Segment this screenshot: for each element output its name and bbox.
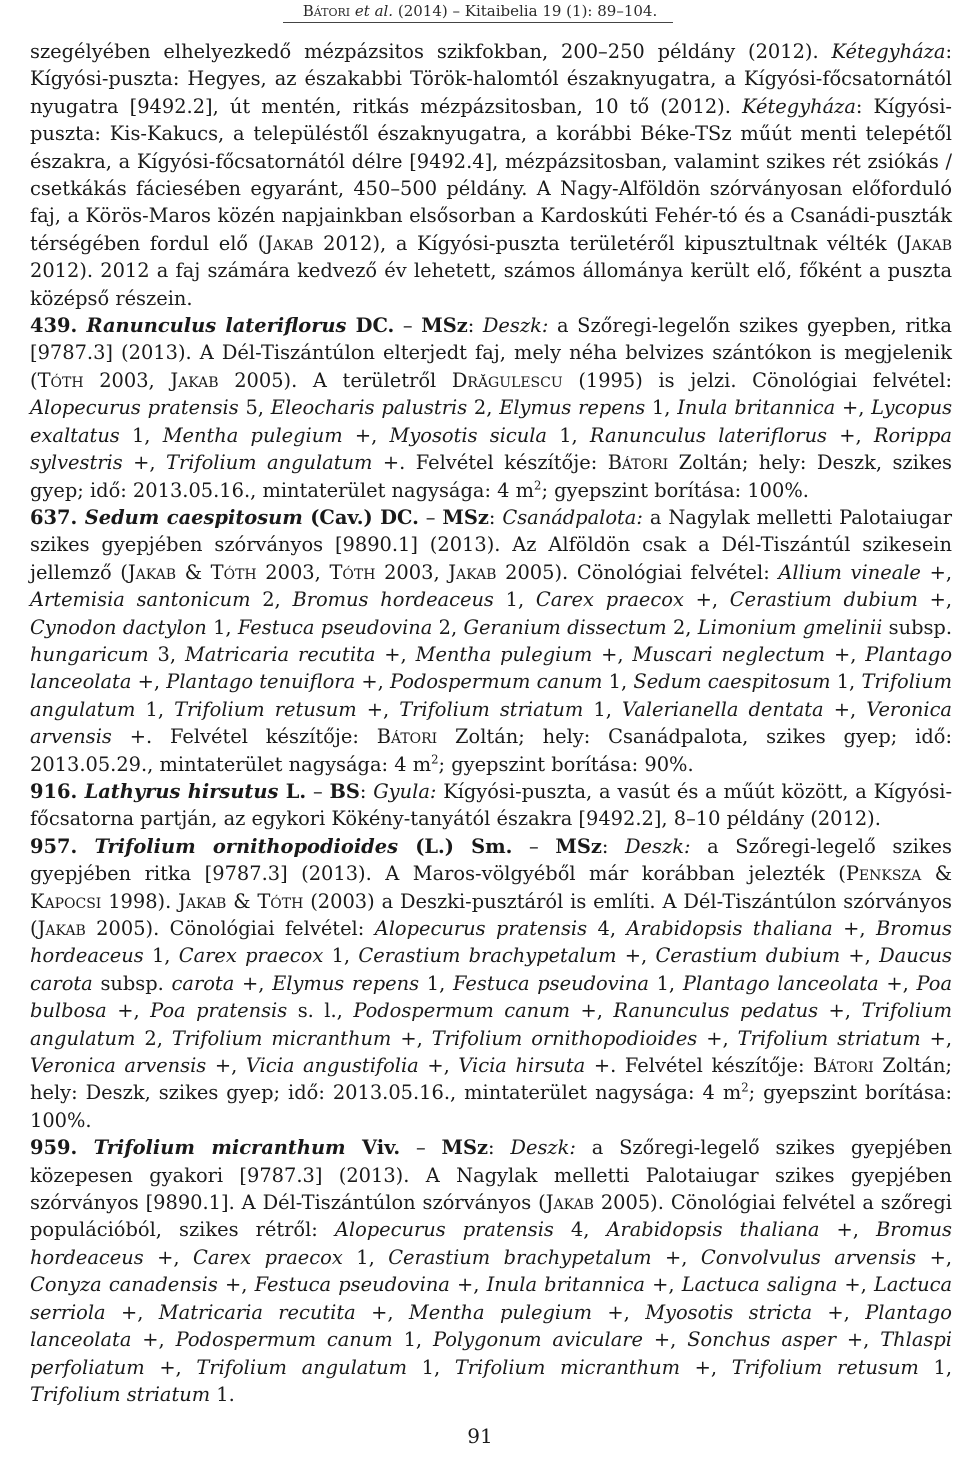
- text-segment: MSz: [442, 505, 489, 529]
- article-body: [30, 38, 952, 1408]
- text-segment: +,: [356, 697, 400, 721]
- text-segment: Veronica arvensis: [30, 697, 952, 749]
- text-segment: Lactuca saligna: [681, 1273, 838, 1297]
- text-segment: +,: [122, 451, 167, 475]
- text-segment: +,: [342, 423, 390, 447]
- text-segment: +,: [920, 1026, 953, 1050]
- text-segment: Ranunculus pedatus: [613, 999, 819, 1023]
- text-segment: 1,: [547, 423, 590, 447]
- text-segment: Myosotis stricta: [645, 1300, 813, 1324]
- text-segment: 2005). Cönológiai felvétel:: [496, 560, 779, 584]
- text-segment: 1,: [143, 944, 179, 968]
- text-segment: +,: [592, 1300, 646, 1324]
- page-number: 91: [467, 1424, 493, 1448]
- text-segment: –: [306, 779, 330, 803]
- text-segment: Alopecurus pratensis: [334, 1218, 554, 1242]
- text-segment: +,: [837, 1273, 874, 1297]
- text-segment: +,: [105, 1300, 159, 1324]
- text-segment: Gyula:: [373, 779, 437, 803]
- text-segment: Tóth: [257, 889, 304, 913]
- text-segment: Matricaria recutita: [158, 1300, 356, 1324]
- text-segment: szegélyében elhelyezkedő mézpázsitos szikfokban, 200–250 példány (2012).: [30, 40, 832, 63]
- text-segment: Convolvulus arvensis: [700, 1245, 917, 1269]
- text-segment: Veronica arvensis: [30, 1054, 207, 1078]
- text-segment: ; gyepszint borítása: 90%.: [438, 752, 694, 776]
- text-segment: Inula britannica: [486, 1273, 645, 1297]
- text-segment: +,: [234, 971, 273, 995]
- text-segment: &: [226, 889, 258, 913]
- text-segment: +,: [643, 1328, 688, 1352]
- text-segment: Jakab: [545, 1191, 594, 1215]
- text-segment: +,: [592, 642, 633, 666]
- text-segment: a Szőregi-legelőn szikes gyepben, ritka [9787.3] (2013). A Dél-Tiszántúlon elterjedt faj, mely néha belvizes szántókon is megjelenik (: [30, 314, 952, 392]
- text-segment: Trifolium angulatum: [166, 451, 373, 475]
- text-segment: +,: [645, 1273, 682, 1297]
- text-segment: Mentha pulegium: [408, 1300, 593, 1324]
- text-segment: +,: [206, 1054, 246, 1078]
- text-segment: Carex praecox: [193, 1245, 343, 1269]
- text-segment: 1,: [645, 396, 678, 420]
- text-segment: Mentha pulegium: [415, 642, 593, 666]
- text-segment: +,: [391, 1026, 432, 1050]
- text-segment: Trifolium ornithopodioides: [431, 1026, 698, 1050]
- text-segment: 1.: [210, 1382, 235, 1406]
- text-segment: +,: [832, 917, 876, 940]
- text-segment: +,: [697, 1026, 738, 1050]
- text-segment: 1,: [323, 944, 359, 968]
- text-segment: +,: [217, 1273, 255, 1297]
- text-segment: Trifolium striatum: [399, 697, 584, 721]
- text-segment: Tóth: [329, 560, 376, 584]
- text-segment: Zoltán; hely: Deszk, szikes gyep; idő: 2013.05.16., mintaterület nagysága: 4 m: [30, 1054, 952, 1105]
- text-segment: Conyza canadensis: [30, 1273, 218, 1297]
- text-segment: (2003) a Deszki-pusztáról is említi. A Dél-Tiszántúlon szórványos (: [30, 889, 953, 940]
- text-segment: Lactuca serriola: [30, 1273, 952, 1324]
- text-segment: Arabidopsis thaliana: [606, 1218, 820, 1242]
- text-segment: &: [176, 560, 211, 584]
- text-segment: Jakab: [265, 231, 314, 255]
- text-segment: Kapocsi: [30, 889, 102, 913]
- text-segment: Zoltán; hely: Deszk, szikes gyep; idő: 2013.05.16., mintaterület nagysága: 4 m: [30, 451, 953, 502]
- text-segment: Podospermum canum: [353, 999, 570, 1023]
- text-segment: a Szőregi-legelő szikes gyepjében közepesen gyakori [9787.3] (2013). A Nagylak melletti Palotaiugar szikes gyepjében szórványos [9890.1]. A Dél-Tiszántúlon szórványos (: [30, 1136, 953, 1215]
- text-segment: 4,: [553, 1218, 607, 1242]
- paragraph-p916: [30, 778, 952, 833]
- text-segment: s. l.,: [287, 999, 354, 1023]
- text-segment: 2003,: [83, 368, 171, 392]
- text-segment: Bátori: [376, 725, 438, 749]
- text-segment: &: [921, 862, 952, 886]
- text-segment: +,: [131, 1328, 176, 1352]
- text-segment: Podospermum canum: [390, 670, 603, 694]
- text-segment: –: [394, 314, 422, 338]
- text-segment: 2012), a Kígyósi-puszta területéről kipusztultnak vélték (: [313, 231, 904, 255]
- text-segment: 1,: [407, 1355, 455, 1379]
- text-segment: –: [512, 834, 556, 858]
- text-segment: Rorippa sylvestris: [30, 423, 952, 475]
- text-segment: Lathyrus hirsutus: [84, 779, 279, 803]
- text-segment: (1995) is jelzi. Cönológiai felvétel:: [562, 368, 953, 392]
- text-segment: subsp.: [92, 971, 172, 995]
- text-segment: 1,: [419, 971, 454, 995]
- text-segment: Cerastium brachypetalum: [358, 944, 617, 968]
- text-segment: Trifolium angulatum: [196, 1355, 407, 1379]
- text-segment: Inula britannica: [677, 396, 836, 420]
- text-segment: Poa pratensis: [150, 999, 288, 1023]
- text-segment: (Cav.) DC.: [302, 505, 419, 529]
- text-segment: Deszk:: [625, 834, 691, 858]
- text-segment: Plantago lanceolata: [30, 642, 952, 694]
- text-segment: 916.: [30, 779, 85, 803]
- text-segment: DC.: [346, 314, 395, 338]
- running-header: [0, 2, 960, 20]
- text-segment: 2003,: [256, 560, 330, 584]
- text-segment: Bromus hordeaceus: [292, 588, 494, 612]
- text-segment: Festuca pseudovina: [237, 615, 433, 639]
- text-segment: +,: [825, 642, 866, 666]
- text-segment: Bátori: [607, 451, 669, 475]
- text-segment: MSz: [421, 314, 468, 338]
- text-segment: +,: [143, 1245, 194, 1269]
- text-segment: 1,: [583, 697, 622, 721]
- text-segment: Kígyósi-puszta, a vasút és a műút között, a Kígyósi-főcsatorna partján, az egykori Kökény-tanyától északra [9492.2], 8–10 példány (2012).: [30, 779, 953, 831]
- text-segment: –: [418, 505, 443, 529]
- text-segment: 1,: [392, 1328, 433, 1352]
- text-segment: a Szőregi-legelő szikes gyepjében ritka [9787.3] (2013). A Maros-völgyéből már korábban jelezték (: [30, 834, 952, 886]
- text-segment: +,: [144, 1355, 197, 1379]
- text-segment: 2005). A területről: [218, 368, 452, 392]
- text-segment: Drăgulescu: [451, 368, 563, 392]
- text-segment: +,: [917, 588, 953, 612]
- text-segment: Poa bulbosa: [30, 971, 953, 1023]
- text-segment: Daucus carota: [30, 944, 952, 995]
- text-segment: Alopecurus pratensis: [30, 396, 239, 420]
- text-segment: Vicia angustifolia: [245, 1054, 419, 1078]
- text-segment: 637.: [30, 505, 85, 529]
- text-segment: 5,: [238, 396, 271, 420]
- text-segment: +,: [818, 999, 862, 1023]
- text-segment: Sonchus asper: [687, 1328, 837, 1352]
- text-segment: –: [400, 1136, 442, 1160]
- text-segment: Penksza: [845, 862, 922, 886]
- text-segment: :: [601, 834, 625, 858]
- text-segment: L.: [278, 779, 307, 803]
- text-segment: Allium vineale: [778, 560, 921, 584]
- text-segment: 2003,: [375, 560, 449, 584]
- text-segment: +. Felvétel készítője:: [111, 725, 377, 749]
- text-segment: Trifolium micranthum: [171, 1026, 392, 1050]
- text-segment: +,: [570, 999, 614, 1023]
- text-segment: 1,: [206, 615, 238, 639]
- text-segment: Geranium dissectum: [463, 615, 667, 639]
- text-segment: 2,: [432, 615, 464, 639]
- text-segment: +,: [355, 1300, 409, 1324]
- text-segment: +,: [827, 423, 874, 447]
- text-segment: Artemisia santonicum: [30, 588, 251, 612]
- text-segment: Ranunculus lateriflorus: [589, 423, 828, 447]
- text-segment: Matricaria recutita: [184, 642, 376, 666]
- text-segment: Alopecurus pratensis: [374, 917, 588, 940]
- text-segment: Myosotis sicula: [389, 423, 547, 447]
- text-segment: +,: [680, 1355, 732, 1379]
- text-segment: 2005). Cönológiai felvétel:: [85, 917, 375, 940]
- text-segment: 1,: [135, 697, 175, 721]
- header-etal: et al.: [350, 2, 394, 20]
- text-segment: 1,: [342, 1245, 389, 1269]
- text-segment: Plantago lanceolata: [30, 1300, 952, 1352]
- text-segment: Bátori: [813, 1054, 874, 1078]
- text-segment: 959.: [30, 1136, 94, 1160]
- text-segment: Ranunculus lateriflorus: [86, 314, 347, 338]
- text-segment: Thlaspi perfoliatum: [30, 1328, 952, 1379]
- text-segment: Plantago lanceolata: [682, 971, 879, 995]
- text-segment: 4,: [587, 917, 627, 940]
- text-segment: Jakab: [178, 889, 227, 913]
- text-segment: 1,: [602, 670, 634, 694]
- text-segment: 3,: [148, 642, 185, 666]
- text-segment: 2,: [467, 396, 500, 420]
- text-segment: +,: [651, 1245, 701, 1269]
- text-segment: Trifolium retusum: [731, 1355, 919, 1379]
- text-segment: +,: [916, 1245, 953, 1269]
- text-segment: Csanádpalota:: [502, 505, 643, 529]
- text-segment: 1998).: [101, 889, 179, 913]
- text-segment: 1,: [830, 670, 862, 694]
- text-segment: carota: [171, 971, 235, 995]
- text-segment: Trifolium striatum: [737, 1026, 921, 1050]
- text-segment: Carex praecox: [178, 944, 324, 968]
- text-segment: Kétegyháza: [831, 40, 946, 63]
- text-segment: :: [488, 1136, 511, 1160]
- text-segment: +,: [812, 1300, 866, 1324]
- text-segment: :: [488, 505, 503, 529]
- text-segment: 2,: [666, 615, 698, 639]
- text-segment: Trifolium angulatum: [30, 999, 953, 1050]
- text-segment: Deszk:: [482, 314, 549, 338]
- text-segment: Bromus hordeaceus: [30, 917, 952, 968]
- text-segment: Jakab: [127, 560, 177, 584]
- text-segment: Viv.: [345, 1136, 401, 1160]
- text-segment: Tóth: [210, 560, 257, 584]
- text-segment: Trifolium ornithopodioides: [94, 834, 398, 858]
- text-segment: Carex praecox: [535, 588, 684, 612]
- text-segment: subsp.: [882, 615, 953, 639]
- text-segment: 439.: [30, 314, 87, 338]
- text-segment: +,: [131, 670, 167, 694]
- text-segment: Muscari neglectum: [632, 642, 826, 666]
- text-segment: +,: [616, 944, 656, 968]
- text-segment: Tóth: [37, 368, 84, 392]
- text-segment: Vicia hirsuta: [458, 1054, 586, 1078]
- text-segment: Trifolium angulatum: [30, 670, 952, 721]
- text-segment: Arabidopsis thaliana: [626, 917, 833, 940]
- text-segment: 2: [431, 752, 439, 767]
- text-segment: Polygonum aviculare: [432, 1328, 643, 1352]
- text-segment: 2,: [250, 588, 293, 612]
- text-segment: +,: [449, 1273, 487, 1297]
- text-segment: Podospermum canum: [175, 1328, 393, 1352]
- text-segment: +. Felvétel készítője:: [585, 1054, 814, 1078]
- text-segment: Zoltán; hely: Csanádpalota, szikes gyep; idő: 2013.05.29., mintaterület nagysága: 4 m: [30, 725, 952, 776]
- paragraph-p637: [30, 504, 952, 778]
- paragraph-p439: [30, 312, 952, 504]
- text-segment: Festuca pseudovina: [254, 1273, 450, 1297]
- text-segment: +,: [375, 642, 416, 666]
- text-segment: Sedum caespitosum: [84, 505, 303, 529]
- text-segment: 2012). 2012 a faj számára kedvező év lehetett, számos állománya került elő, főként a puszta középső részein.: [30, 259, 952, 310]
- paragraph-p959: [30, 1134, 952, 1408]
- text-segment: Plantago tenuiflora: [166, 670, 356, 694]
- text-segment: +,: [840, 944, 880, 968]
- text-segment: +. Felvétel készítője:: [372, 451, 608, 475]
- text-segment: Trifolium retusum: [174, 697, 357, 721]
- header-rule: [283, 22, 673, 23]
- paragraph-p957: [30, 833, 952, 1134]
- text-segment: Festuca pseudovina: [453, 971, 649, 995]
- text-segment: 1,: [648, 971, 683, 995]
- text-segment: Elymus repens: [272, 971, 420, 995]
- paragraph-intro: [30, 38, 952, 312]
- text-segment: (L.) Sm.: [398, 834, 513, 858]
- text-segment: +,: [835, 396, 872, 420]
- text-segment: Trifolium micranthum: [93, 1136, 346, 1160]
- text-segment: Trifolium micranthum: [454, 1355, 680, 1379]
- text-segment: 1,: [119, 423, 163, 447]
- text-segment: Mentha pulegium: [162, 423, 343, 447]
- text-segment: Bromus hordeaceus: [30, 1218, 952, 1269]
- text-segment: 1,: [493, 588, 536, 612]
- text-segment: Eleocharis palustris: [270, 396, 468, 420]
- text-segment: Elymus repens: [499, 396, 646, 420]
- text-segment: Deszk:: [510, 1136, 576, 1160]
- text-segment: 2: [534, 478, 542, 493]
- text-segment: +,: [836, 1328, 881, 1352]
- text-segment: Cerastium dubium: [729, 588, 918, 612]
- text-segment: ; gyepszint borítása: 100%.: [30, 1081, 952, 1132]
- text-segment: 2,: [135, 1026, 172, 1050]
- text-segment: MSz: [441, 1136, 489, 1160]
- text-segment: a Nagylak melletti Palotaiugar szikes gyepjében szórványos [9890.1] (2013). Az Alföldön csak a Dél-Tiszántúl szikesein jellemző (: [30, 505, 952, 584]
- text-segment: +,: [823, 697, 867, 721]
- text-segment: : Kígyósi-puszta: Kis-Kakucs, a településtől északnyugatra, a korábbi Béke-TSz műút menti telepétől északra, a Kígyósi-főcsatornától délre [9492.4], mézpázsitosban, valamint szikes rét zsiókás / csetkákás fáciesében egyaránt, 450–500 példány. A Nagy-Alföldön szórványosan előforduló faj, a Körös-Maros közén napjainkban elsősorban a Kardoskúti Fehér-tó és a Csanádi-puszták térségében fordul elő (: [30, 94, 952, 255]
- text-segment: Trifolium striatum: [30, 1382, 211, 1406]
- text-segment: Cynodon dactylon: [30, 615, 207, 639]
- text-segment: BS: [329, 779, 360, 803]
- text-segment: 2: [741, 1080, 749, 1095]
- text-segment: Cerastium brachypetalum: [388, 1245, 652, 1269]
- text-segment: 1,: [918, 1355, 953, 1379]
- text-segment: MSz: [555, 834, 602, 858]
- text-segment: +,: [878, 971, 917, 995]
- text-segment: Jakab: [448, 560, 497, 584]
- text-segment: Limonium gmelinii: [697, 615, 883, 639]
- text-segment: hungaricum: [30, 642, 149, 666]
- text-segment: Jakab: [37, 917, 86, 940]
- text-segment: ; gyepszint borítása: 100%.: [541, 478, 809, 502]
- text-segment: : Kígyósi-puszta: Hegyes, az északabbi Török-halomtól északnyugatra, a Kígyósi-főcsatornától nyugatra [9492.2], út mentén, ritkás mézpázsitosban, 10 tő (2012).: [30, 40, 952, 118]
- text-segment: Jakab: [903, 231, 953, 255]
- text-segment: 957.: [30, 834, 95, 858]
- text-segment: Jakab: [170, 368, 219, 392]
- text-segment: +,: [418, 1054, 459, 1078]
- header-authors: Bátori: [302, 2, 351, 20]
- text-segment: +,: [819, 1218, 876, 1242]
- text-segment: :: [467, 314, 483, 338]
- text-segment: Lycopus exaltatus: [30, 396, 953, 447]
- text-segment: +,: [683, 588, 730, 612]
- text-segment: +,: [106, 999, 151, 1023]
- text-segment: Kétegyháza: [742, 94, 856, 118]
- text-segment: 2005). Cönológiai felvétel a szőregi populációból, szikes rétről:: [30, 1191, 952, 1242]
- text-segment: Cerastium dubium: [655, 944, 841, 968]
- text-segment: +,: [355, 670, 391, 694]
- header-citation: (2014) – Kitaibelia 19 (1): 89–104.: [393, 2, 658, 20]
- text-segment: Valerianella dentata: [622, 697, 824, 721]
- text-segment: :: [359, 779, 374, 803]
- text-segment: Sedum caespitosum: [633, 670, 831, 694]
- text-segment: +,: [920, 560, 952, 584]
